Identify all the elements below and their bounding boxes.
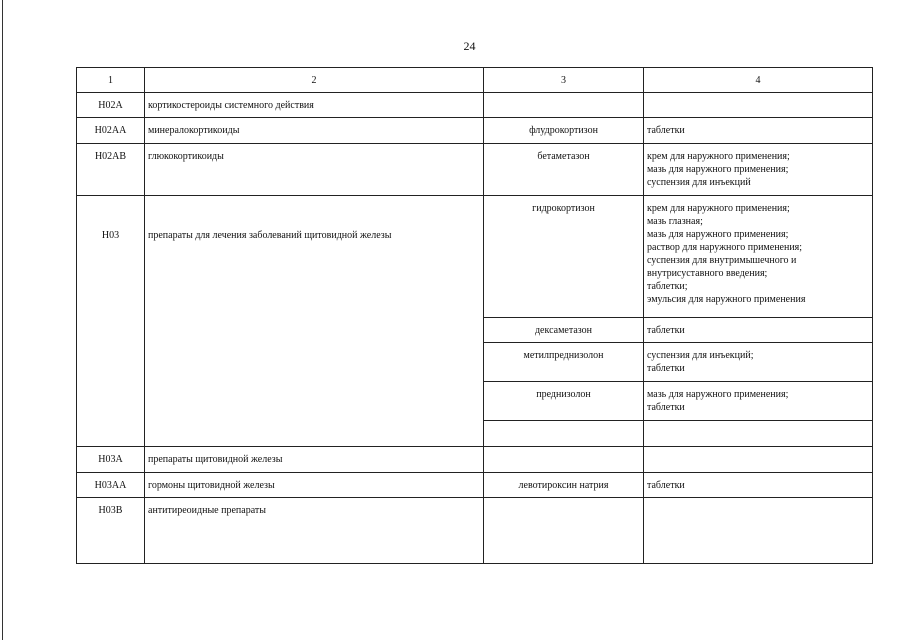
drug-table [76, 67, 873, 564]
code-cell: H03 [77, 196, 145, 447]
header-cell: 1 [77, 68, 145, 93]
drug-cell [484, 447, 644, 473]
forms-cell [644, 421, 873, 447]
code-cell: H03AA [77, 473, 145, 498]
drug-cell: бетаметазон [484, 144, 644, 196]
drug-cell: левотироксин натрия [484, 473, 644, 498]
name-cell: глюкокортикоиды [145, 144, 484, 196]
table-header-row [77, 68, 873, 93]
forms-cell: таблетки [644, 118, 873, 144]
table-row [77, 118, 873, 144]
table-row [77, 473, 873, 498]
name-cell: антитиреоидные препараты [145, 498, 484, 564]
forms-cell: крем для наружного применения; мазь для наружного применения; суспензия для инъекций [644, 144, 873, 196]
table-row [77, 196, 873, 318]
forms-cell [644, 93, 873, 118]
forms-cell [644, 498, 873, 564]
forms-cell: суспензия для инъекций; таблетки [644, 343, 873, 382]
drug-cell [484, 421, 644, 447]
code-cell: H02AB [77, 144, 145, 196]
name-cell: препараты щитовидной железы [145, 447, 484, 473]
page-number: 24 [463, 39, 476, 53]
code-cell: H03B [77, 498, 145, 564]
name-cell: кортикостероиды системного действия [145, 93, 484, 118]
name-cell: минералокортикоиды [145, 118, 484, 144]
table-row [77, 498, 873, 564]
forms-cell [644, 447, 873, 473]
drug-cell [484, 93, 644, 118]
drug-cell: гидрокортизон [484, 196, 644, 318]
forms-cell: крем для наружного применения; мазь глазная; мазь для наружного применения; раствор для наружного применения; суспензия для внутримышечного и внутрисуставного введения; таблетки; эмульсия для наружного применения [644, 196, 873, 318]
drug-cell: преднизолон [484, 382, 644, 421]
header-cell: 2 [145, 68, 484, 93]
drug-cell: флудрокортизон [484, 118, 644, 144]
drug-cell: метилпреднизолон [484, 343, 644, 382]
header-cell: 4 [644, 68, 873, 93]
code-cell: H03A [77, 447, 145, 473]
code-cell: H02AA [77, 118, 145, 144]
table-row [77, 144, 873, 196]
table-row [77, 93, 873, 118]
drug-cell [484, 498, 644, 564]
drug-cell: дексаметазон [484, 318, 644, 343]
name-cell: препараты для лечения заболеваний щитовидной железы [145, 196, 484, 447]
table-row [77, 447, 873, 473]
page-edge-line [2, 0, 3, 640]
forms-cell: таблетки [644, 473, 873, 498]
name-cell: гормоны щитовидной железы [145, 473, 484, 498]
forms-cell: мазь для наружного применения; таблетки [644, 382, 873, 421]
forms-cell: таблетки [644, 318, 873, 343]
code-cell: H02A [77, 93, 145, 118]
header-cell: 3 [484, 68, 644, 93]
